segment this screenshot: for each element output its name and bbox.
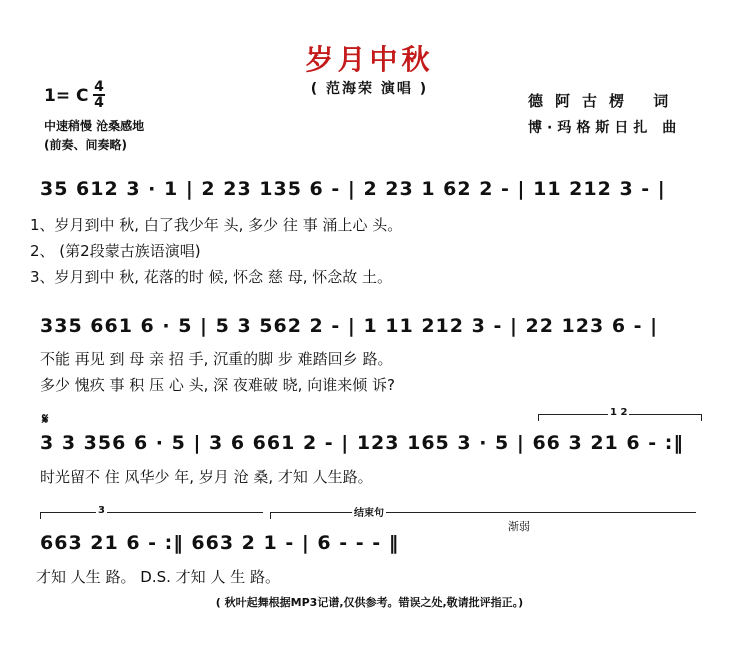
lyric-row-1-verse-3: 3、岁月到中 秋, 花落的时 候, 怀念 慈 母, 怀念故 土。 — [30, 268, 392, 286]
omission-note: (前奏、间奏略) — [44, 138, 127, 152]
lyric-row-2-verse-1: 不能 再见 到 母 亲 招 手, 沉重的脚 步 难踏回乡 路。 — [40, 350, 393, 368]
segno-sign: 𝄋 — [42, 410, 49, 428]
notation-row-4: 663 21 6 - :‖ 663 2 1 - | 6 - - - ‖ — [40, 532, 400, 554]
lyric-row-2-verse-2: 多少 愧疚 事 积 压 心 头, 深 夜难破 晓, 向谁来倾 诉? — [40, 376, 395, 394]
lyric-row-1-verse-2: 2、 (第2段蒙古族语演唱) — [30, 242, 201, 260]
time-signature-bottom: 4 — [94, 95, 104, 111]
notation-row-3: 3 3 356 6 · 5 | 3 6 661 2 - | 123 165 3 · 5 | 66 3 21 6 - :‖ — [40, 432, 684, 454]
volta-bracket-3 — [40, 512, 263, 519]
dynamic-marking: 渐弱 — [508, 520, 530, 533]
lyric-row-4: 才知 人生 路。 D.S. 才知 人 生 路。 — [36, 568, 280, 586]
key-signature: 1= C — [44, 86, 89, 106]
tempo-marking: 中速稍慢 沧桑感地 — [44, 119, 145, 133]
lyricist-credit: 德阿古楞 词 — [528, 92, 681, 110]
coda-bracket — [270, 512, 696, 519]
volta-label-1-2: 1 2 — [610, 407, 628, 418]
lyric-row-3: 时光留不 住 风华少 年, 岁月 沧 桑, 才知 人生路。 — [40, 468, 373, 486]
notation-row-1: 35 612 3 · 1 | 2 23 135 6 - | 2 23 1 62 2 - | 11 212 3 - | — [40, 178, 666, 200]
lyric-row-1-verse-1: 1、岁月到中 秋, 白了我少年 头, 多少 往 事 涌上心 头。 — [30, 216, 403, 234]
composer-credit: 博·玛格斯日扎 曲 — [528, 120, 682, 136]
notation-row-2: 335 661 6 · 5 | 5 3 562 2 - | 1 11 212 3 - | 22 123 6 - | — [40, 315, 659, 337]
performer-line: ( 范海荣 演唱 ) — [310, 81, 429, 97]
coda-label: 结束句 — [352, 504, 386, 519]
time-signature-top: 4 — [94, 79, 104, 95]
song-title: 岁月中秋 — [305, 43, 434, 76]
time-signature — [93, 80, 105, 110]
footer-note: ( 秋叶起舞根据MP3记谱,仅供参考。错误之处,敬请批评指正。) — [215, 596, 524, 609]
volta-label-3: 3 — [98, 505, 105, 516]
